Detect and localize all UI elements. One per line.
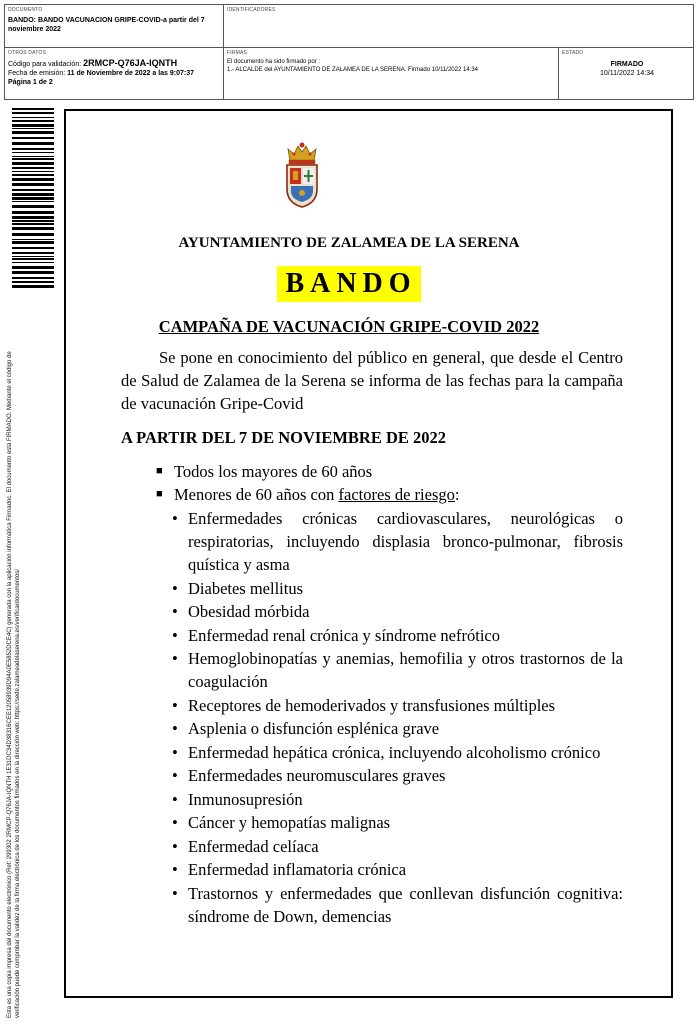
list-item [172,694,623,717]
intro-paragraph: Se pone en conocimiento del público en general, que desde el Centro de Salud de Zalamea de la Serena se informa de las fechas para la campaña de vacunación Gripe-Covid [121,348,623,413]
dot-bullet-icon: • [172,602,178,621]
dot-bullet-icon: • [172,789,178,809]
dot-bullet-icon: • [172,766,178,785]
dot-bullet-icon: • [172,509,178,528]
identificadores-cell [227,7,276,14]
start-date-heading: A PARTIR DEL 7 DE NOVIEMBRE DE 2022 [121,428,447,447]
condition-text: Enfermedades neuromusculares graves [188,766,446,785]
dot-bullet-icon: • [172,578,178,598]
dot-bullet-icon: • [172,695,178,715]
dot-bullet-icon: • [172,649,178,668]
list-item [172,717,623,740]
documento-cell [8,7,220,34]
otros-datos-cell [8,50,220,87]
bullet-menores-prefix: Menores de 60 años con [174,485,339,504]
campaign-title: CAMPAÑA DE VACUNACIÓN GRIPE-COVID 2022 [158,317,540,336]
documento-caption: DOCUMENTO [8,7,43,13]
bullet-mayores-text: Todos los mayores de 60 años [174,462,373,481]
bullet-menores-suffix: : [454,485,460,504]
document-header [4,4,694,100]
firmas-caption: FIRMAS [227,50,248,56]
list-item [172,577,623,600]
estado-cell [562,50,692,78]
list-item [172,788,623,811]
identificadores-caption: IDENTIFICADORES [227,7,276,13]
dot-bullet-icon: • [172,883,178,903]
list-item [172,647,623,693]
list-item [172,507,623,576]
dot-bullet-icon: • [172,860,178,879]
documento-title: BANDO: BANDO VACUNACION GRIPE-COVID-a partir del 7 noviembre 2022 [8,17,205,33]
list-item [172,835,623,858]
risk-factors-text: factores de riesgo [338,485,455,504]
condition-text: Enfermedad renal crónica y síndrome nefrótico [188,625,500,645]
estado-date: 10/11/2022 14:34 [600,70,654,77]
dot-bullet-icon: • [172,836,178,856]
condition-text: Enfermedad hepática crónica, incluyendo alcoholismo crónico [188,742,601,762]
firmas-line2: 1.- ALCALDE del AYUNTAMIENTO DE ZALAMEA DE LA SERENA. Firmado 10/11/2022 14:34 [227,67,478,73]
square-bullet-icon: ■ [156,488,163,500]
condition-text: Enfermedad inflamatoria crónica [188,860,407,879]
list-item [172,764,623,787]
issue-date [8,69,220,78]
list-item [172,624,623,647]
list-item [172,600,623,623]
condition-text: Trastornos y enfermedades que conllevan disfunción cognitiva: síndrome de Down, demencias [188,883,623,926]
condition-text: Obesidad mórbida [188,602,310,621]
municipality-title: AYUNTAMIENTO DE ZALAMEA DE LA SERENA [178,235,520,251]
condition-text: Asplenia o disfunción esplénica grave [188,719,440,738]
list-item [172,811,623,834]
list-item [172,741,623,764]
list-item [172,882,623,928]
dot-bullet-icon: • [172,813,178,832]
firmas-line1: El documento ha sido firmado por : [227,59,321,65]
condition-text: Hemoglobinopatías y anemias, hemofilia y otros trastornos de la coagulación [188,649,623,691]
fecha-value: 11 de Noviembre de 2022 a las 9:07:37 [67,70,195,77]
risk-conditions-list [172,507,623,928]
dot-bullet-icon: • [172,625,178,645]
condition-text: Inmunosupresión [188,789,303,809]
estado-value: FIRMADO [610,61,644,68]
side-verification-text [6,318,22,1018]
codigo-label: Código para validación: [8,61,82,68]
fecha-label: Fecha de emisión: [8,70,66,77]
condition-text: Enfermedades crónicas cardiovasculares, neurológicas o respiratorias, incluyendo displasia bronco-pulmonar, fibrosis quística y asma [188,509,623,574]
side-text-line1: Esta es una copia impresa del documento electrónico (Ref: 299302 2RMCP-Q76JA-IQNTH 1E31DC34D38316CEE12058939D94A0E5852DCE4C) generada con la aplicación informática Firmadoc. El documento está FIRMADO. Mediante el código de [7,351,13,1018]
side-text-line2: verificación puede comprobar la validez de la firma electrónica de los documentos firmados en la dirección web: https://sede.zalameadelaserena.es/verificardocumentos/ [15,569,21,1018]
bullet-menores [156,483,460,506]
barcode-icon [12,108,54,288]
page-number: Página 1 de 2 [8,79,53,86]
condition-text: Diabetes mellitus [188,578,304,598]
condition-text: Enfermedad celíaca [188,836,319,856]
condition-text: Cáncer y hemopatías malignas [188,813,391,832]
bando-label: BANDO [277,266,420,302]
bando-heading [0,266,698,302]
dot-bullet-icon: • [172,719,178,738]
validation-code [8,59,220,69]
condition-text: Receptores de hemoderivados y transfusiones múltiples [188,695,556,715]
list-item [172,858,623,881]
dot-bullet-icon: • [172,742,178,762]
otros-datos-caption: OTROS DATOS [8,50,47,56]
bullet-mayores [156,460,373,483]
estado-caption: ESTADO [562,50,584,56]
firmas-cell [227,50,555,74]
coat-of-arms-icon [283,141,321,209]
square-bullet-icon: ■ [156,465,163,477]
codigo-value: 2RMCP-Q76JA-IQNTH [83,58,178,68]
